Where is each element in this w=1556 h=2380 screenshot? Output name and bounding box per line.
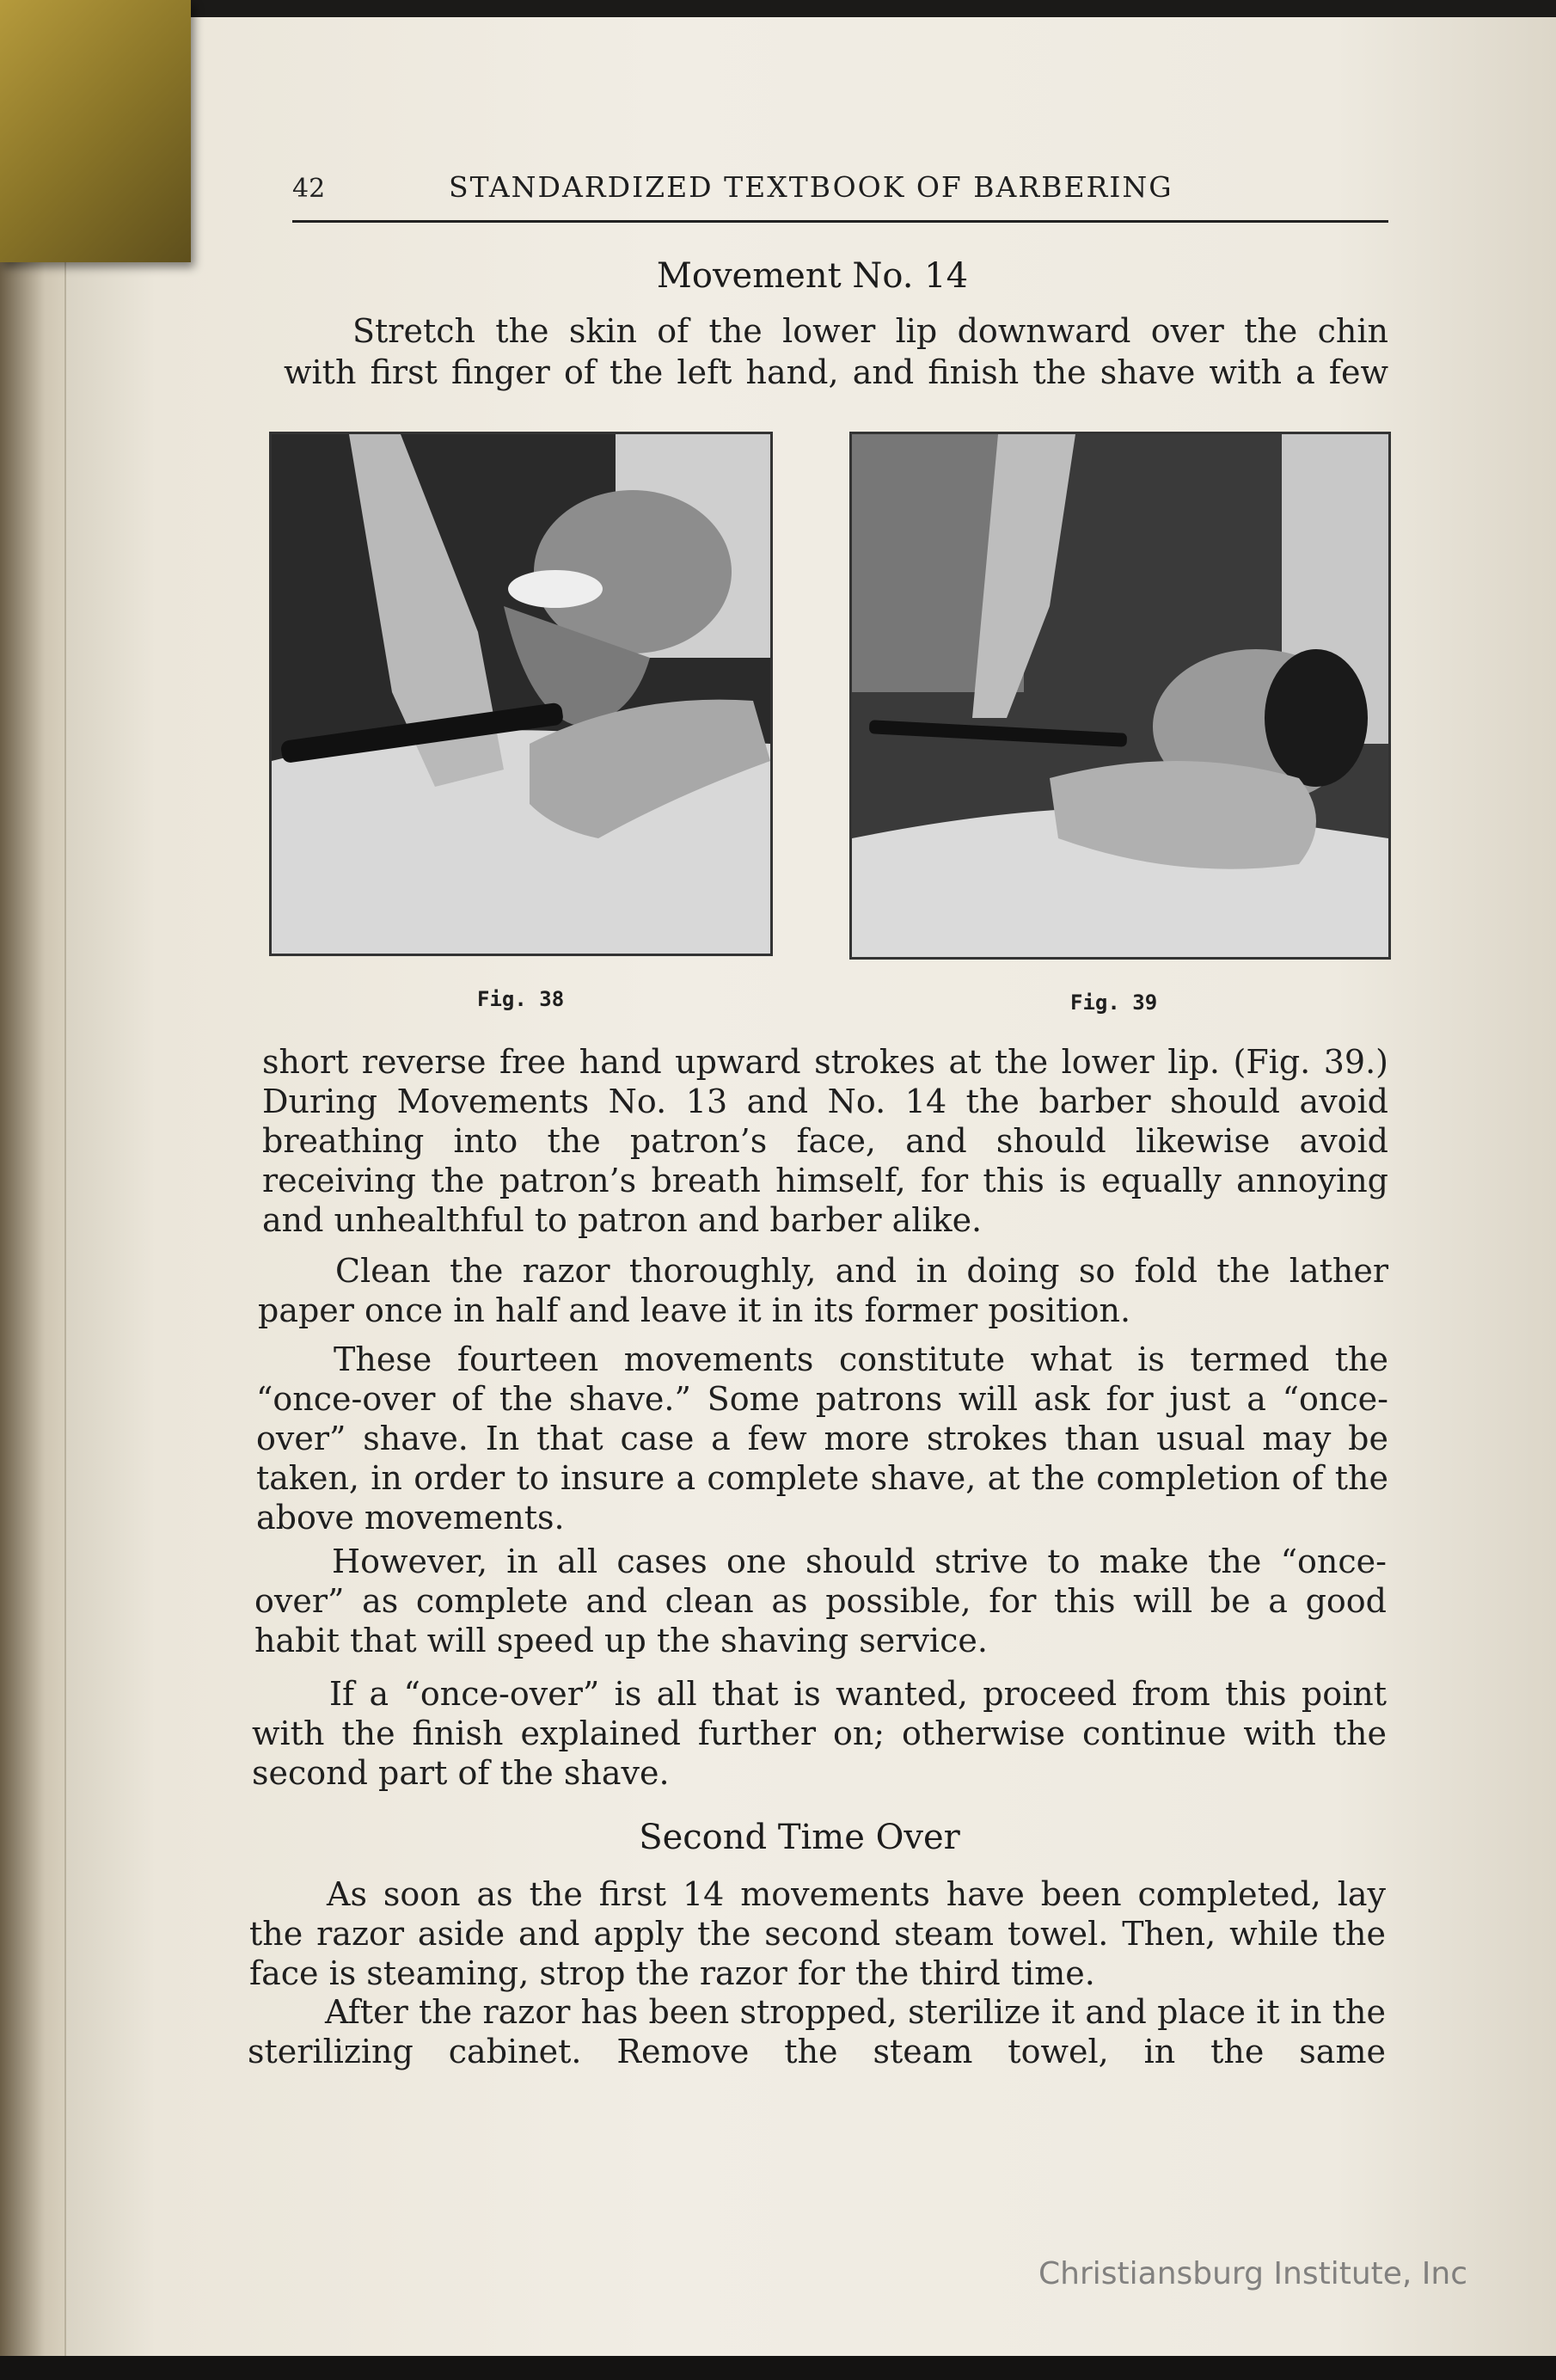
intro-line-2: with first finger of the left hand, and finish the shave with a few xyxy=(284,353,1388,391)
section-title-movement-14: Movement No. 14 xyxy=(656,256,969,296)
figure-38-label: Fig. 38 xyxy=(477,987,565,1011)
running-head: STANDARDIZED TEXTBOOK OF BARBERING xyxy=(449,170,1173,204)
watermark: Christiansburg Institute, Inc xyxy=(1038,2256,1468,2291)
gold-bookmark xyxy=(0,0,191,262)
figure-38-illustration xyxy=(272,434,770,954)
paragraph-5: If a “once-over” is all that is wanted, proceed from this point with the finish explained further on; otherwise continue with the second part of the shave. xyxy=(252,1675,1387,1792)
intro-line-1: Stretch the skin of the lower lip downward over the chin xyxy=(352,312,1388,350)
page-header xyxy=(292,170,1388,223)
figure-39-photo xyxy=(849,432,1391,960)
paragraph-2: Clean the razor thoroughly, and in doing so fold the lather paper once in half and leave it in its former position. xyxy=(258,1252,1388,1329)
paragraph-1: short reverse free hand upward strokes at the lower lip. (Fig. 39.) During Movements No. 13 and No. 14 the barber should avoid breathing into the patron’s face, and should likewise avoid receiving the patron’s breath himself, for this is equally annoying and unhealthful to patron and barber alike. xyxy=(262,1043,1388,1239)
paragraph-3: These fourteen movements constitute what is termed the “once-over of the shave.” Some patrons will ask for just a “once-over” shave. In that case a few more strokes than usual may be taken, in order to insure a complete shave, at the completion of the above movements. xyxy=(256,1340,1388,1537)
figure-39-illustration xyxy=(852,434,1388,957)
figure-39-label: Fig. 39 xyxy=(1070,991,1158,1015)
paragraph-6: As soon as the first 14 movements have been completed, lay the razor aside and apply the second steam towel. Then, while the face is steaming, strop the razor for the third time. xyxy=(249,1875,1386,1992)
figure-38-photo xyxy=(269,432,773,956)
paragraph-7: After the razor has been stropped, sterilize it and place it in the sterilizing cabinet. Remove the steam towel, in the same xyxy=(248,1993,1386,2070)
bottom-shadow xyxy=(0,2356,1556,2380)
paragraph-4: However, in all cases one should strive to make the “once-over” as complete and clean as possible, for this will be a good habit that will speed up the shaving service. xyxy=(254,1543,1387,1659)
section-title-second-time-over: Second Time Over xyxy=(639,1818,960,1857)
page-number: 42 xyxy=(292,174,326,204)
